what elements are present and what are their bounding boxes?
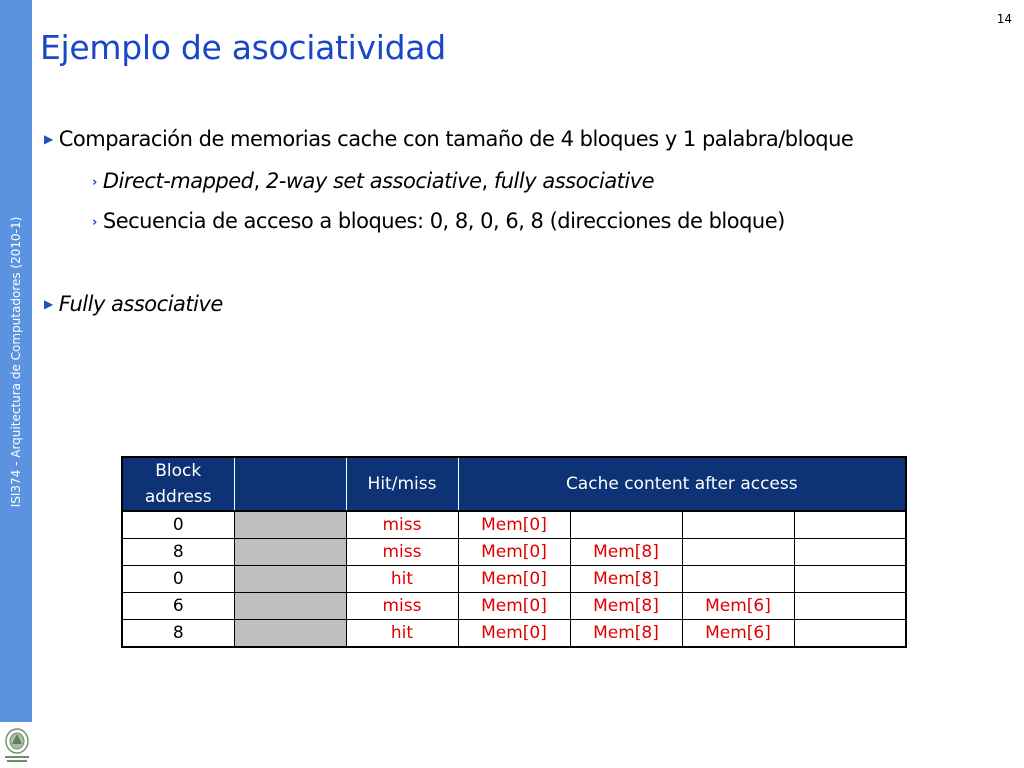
cache-table [121,456,907,648]
cell-cache-0: Mem[0] [458,620,570,648]
bullet-item-comparison [44,127,853,151]
header-hit-miss: Hit/miss [346,457,458,511]
slide-title: Ejemplo de asociatividad [40,28,446,67]
cell-cache-3 [794,620,906,648]
cell-result: miss [346,511,458,539]
cell-blank [234,539,346,566]
separator: , [253,169,266,193]
cell-cache-2 [682,566,794,593]
cell-result: hit [346,566,458,593]
university-seal-logo [2,727,32,765]
cell-cache-2 [682,539,794,566]
cell-cache-2 [682,511,794,539]
cell-blank [234,620,346,648]
cell-cache-3 [794,539,906,566]
cell-cache-1: Mem[8] [570,539,682,566]
separator: , [481,169,494,193]
table-row [122,539,906,566]
header-cache-content: Cache content after access [458,457,906,511]
cell-cache-0: Mem[0] [458,566,570,593]
cell-cache-1: Mem[8] [570,566,682,593]
cell-address: 8 [122,539,234,566]
sidebar-band [0,0,32,722]
cell-cache-0: Mem[0] [458,511,570,539]
triangle-right-icon: ▶ [44,132,53,146]
cell-blank [234,511,346,539]
cell-blank [234,566,346,593]
bullet-item-fully-associative [44,292,223,316]
table-header-row [122,457,906,511]
cell-cache-1 [570,511,682,539]
cell-cache-2: Mem[6] [682,593,794,620]
course-footer: ISI374 - Arquitectura de Computadores (2010-1) [9,216,23,508]
bullet-text: Comparación de memorias cache con tamaño de 4 bloques y 1 palabra/bloque [58,127,854,151]
type-direct-mapped: Direct-mapped [102,169,254,193]
bullet-text: Fully associative [58,292,223,316]
cell-address: 0 [122,511,234,539]
chevron-right-icon: › [92,175,97,190]
cell-cache-0: Mem[0] [458,593,570,620]
bullet-text: Secuencia de acceso a bloques: 0, 8, 0, 6, 8 (direcciones de bloque) [102,209,785,233]
table-row [122,620,906,648]
cell-address: 6 [122,593,234,620]
triangle-right-icon: ▶ [44,297,53,311]
cell-cache-3 [794,511,906,539]
cell-cache-3 [794,566,906,593]
cell-result: hit [346,620,458,648]
cell-cache-1: Mem[8] [570,620,682,648]
cell-address: 0 [122,566,234,593]
cell-cache-1: Mem[8] [570,593,682,620]
bullet-item-types [92,169,654,193]
cell-cache-3 [794,593,906,620]
cell-address: 8 [122,620,234,648]
bullet-item-sequence [92,209,785,233]
cell-cache-0: Mem[0] [458,539,570,566]
cell-blank [234,593,346,620]
slide-number: 14 [996,12,1012,26]
table-row [122,593,906,620]
cell-result: miss [346,593,458,620]
header-blank [234,457,346,511]
chevron-right-icon: › [92,215,97,230]
table-row [122,566,906,593]
header-block-address: Block address [122,457,234,511]
type-fully-associative: fully associative [493,169,655,193]
cell-cache-2: Mem[6] [682,620,794,648]
cell-result: miss [346,539,458,566]
table-row [122,511,906,539]
type-two-way: 2-way set associative [265,169,482,193]
